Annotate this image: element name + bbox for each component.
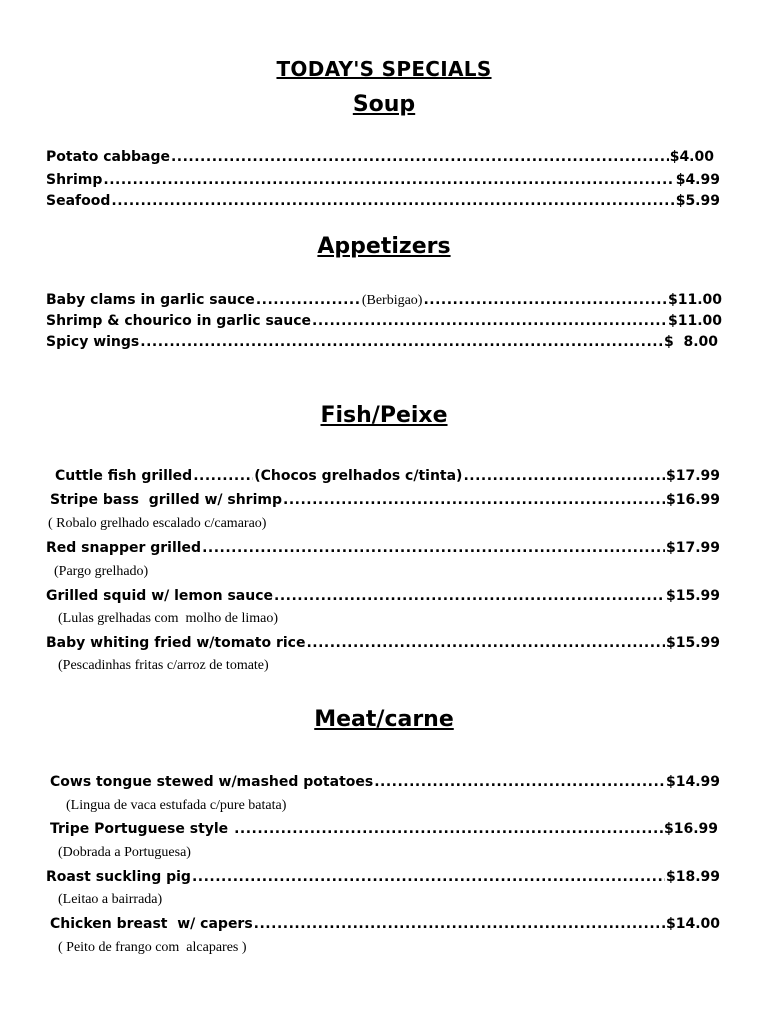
item-translation: (Leitao a bairrada)	[58, 892, 163, 907]
item-price: $17.99	[665, 540, 720, 556]
item-note: (Berbigao)	[361, 293, 423, 308]
item-price: $14.00	[665, 916, 720, 932]
dot-leader	[202, 540, 665, 556]
item-name: Roast suckling pig	[46, 869, 191, 885]
item-translation: (Pargo grelhado)	[54, 564, 149, 579]
item-name: Baby whiting fried w/tomato rice	[46, 635, 306, 651]
menu-item	[46, 869, 720, 889]
menu-item	[46, 172, 720, 192]
menu-item	[46, 588, 720, 608]
dot-leader	[234, 821, 663, 837]
item-translation: ( Peito de frango com alcapares )	[58, 940, 247, 955]
item-name: Cuttle fish grilled	[55, 468, 193, 484]
menu-item	[50, 774, 720, 794]
item-price: $14.99	[665, 774, 720, 790]
dot-leader	[374, 774, 665, 790]
item-name: Shrimp & chourico in garlic sauce	[46, 313, 311, 329]
item-translation: ( Robalo grelhado escalado c/camarao)	[48, 516, 267, 531]
dot-leader	[254, 916, 665, 932]
item-translation: (Pescadinhas fritas c/arroz de tomate)	[58, 658, 269, 673]
menu-item	[46, 149, 714, 169]
page-title: TODAY'S SPECIALS	[276, 57, 492, 81]
menu-item	[46, 292, 722, 312]
section-heading-soup: Soup	[352, 92, 416, 117]
menu-item	[46, 193, 720, 213]
menu-item	[46, 334, 718, 354]
item-price: $16.99	[663, 821, 718, 837]
item-price: $16.99	[665, 492, 720, 508]
item-name: Spicy wings	[46, 334, 140, 350]
item-translation: (Lulas grelhadas com molho de limao)	[58, 611, 279, 626]
dot-leader	[306, 635, 665, 651]
menu-item	[50, 492, 720, 512]
item-price: $4.99	[675, 172, 720, 188]
item-name: Tripe Portuguese style	[50, 821, 234, 837]
item-portuguese-name: (Chocos grelhados c/tinta)	[254, 468, 463, 484]
section-heading-fish: Fish/Peixe	[320, 403, 448, 428]
dot-leader	[463, 468, 665, 484]
section-heading-appetizers: Appetizers	[317, 234, 451, 259]
item-price: $ 8.00	[663, 334, 718, 350]
menu-item	[50, 916, 720, 936]
item-price: $4.00	[669, 149, 714, 165]
item-price: $5.99	[675, 193, 720, 209]
dot-leader	[256, 292, 361, 308]
menu-item	[46, 635, 720, 655]
item-price: $11.00	[667, 313, 722, 329]
dot-leader	[192, 869, 665, 885]
item-name: Potato cabbage	[46, 149, 170, 165]
item-name: Baby clams in garlic sauce	[46, 292, 255, 308]
item-name: Stripe bass grilled w/ shrimp	[50, 492, 282, 508]
item-name: Cows tongue stewed w/mashed potatoes	[50, 774, 374, 790]
item-price: $17.99	[665, 468, 720, 484]
dot-leader	[274, 588, 665, 604]
item-name: Chicken breast w/ capers	[50, 916, 253, 932]
item-name: Grilled squid w/ lemon sauce	[46, 588, 274, 604]
item-name: Seafood	[46, 193, 111, 209]
item-price: $15.99	[665, 588, 720, 604]
menu-item	[46, 540, 720, 560]
dot-leader	[103, 172, 674, 188]
menu-item	[46, 313, 722, 333]
menu-item	[55, 468, 720, 488]
item-name: Shrimp	[46, 172, 103, 188]
item-translation: (Dobrada a Portuguesa)	[58, 845, 191, 860]
item-name: Red snapper grilled	[46, 540, 202, 556]
dot-leader	[140, 334, 663, 350]
dot-leader	[171, 149, 669, 165]
menu-item	[50, 821, 718, 841]
item-price: $15.99	[665, 635, 720, 651]
item-price: $11.00	[667, 292, 722, 308]
dot-leader	[312, 313, 667, 329]
section-heading-meat: Meat/carne	[314, 707, 454, 732]
dot-leader	[423, 292, 667, 308]
item-price: $18.99	[665, 869, 720, 885]
item-translation: (Lingua de vaca estufada c/pure batata)	[66, 798, 287, 813]
dot-leader	[111, 193, 674, 209]
dot-leader	[193, 468, 253, 484]
dot-leader	[283, 492, 665, 508]
